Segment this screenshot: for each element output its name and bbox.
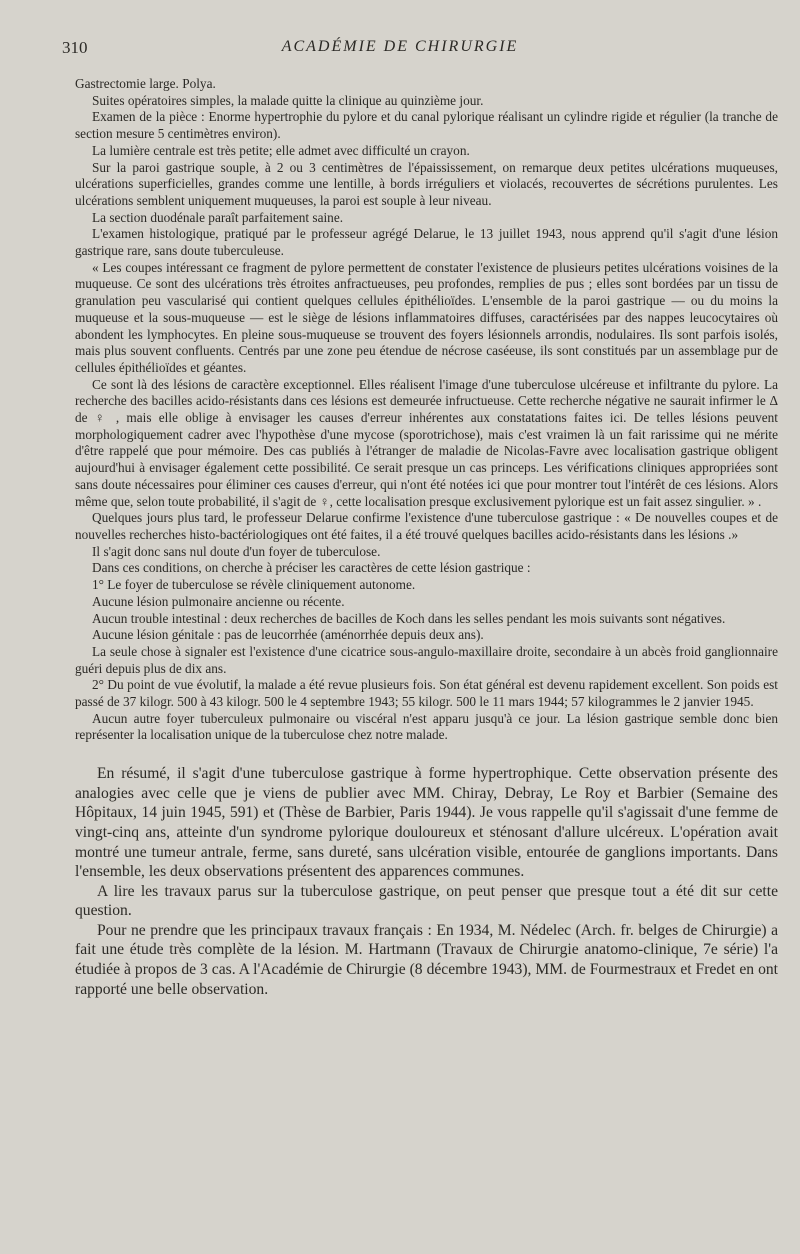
paragraph: 1° Le foyer de tuberculose se révèle cliniquement autonome. <box>92 577 416 593</box>
paragraph: Suites opératoires simples, la malade quitte la clinique au quinzième jour. <box>92 92 484 108</box>
page-header <box>0 38 800 62</box>
running-title: ACADÉMIE DE CHIRURGIE <box>281 38 519 55</box>
paragraph: Aucun trouble intestinal : deux recherches de bacilles de Koch dans les selles pendant les mois suivants sont négatives. <box>92 610 726 626</box>
paragraph: La lumière centrale est très petite; elle admet avec difficulté un crayon. <box>92 142 470 158</box>
paragraph: Quelques jours plus tard, le professeur Delarue confirme l'existence d'une tuberculose gastrique : « De nouvelles coupes et de nouvelles recherches histo-bactériologiques ont été faites, il a été trouvé quelques bacilles acido-résistants dans les lésions .» <box>75 510 778 542</box>
paragraph: La seule chose à signaler est l'existence d'une cicatrice sous-angulo-maxillaire droite, secondaire à un abcès froid ganglionnaire guéri depuis plus de dix ans. <box>75 643 778 676</box>
page-number: 310 <box>62 38 88 57</box>
paragraph: « Les coupes intéressant ce fragment de pylore permettent de constater l'existence de plusieurs petites ulcérations voisines de la muqueuse. Ce sont des ulcérations très étroites anfractueuses, peu profondes, remplies de pus ; elles sont bordées par un tissu de granulation peu vascularisé qui contient quelques cellules épithélioïdes. L'ensemble de la paroi gastrique — ou du moins la muqueuse et la sous-muqueuse — est le siège de lésions inflammatoires diffuses, caractérisées par des nappes leucocytaires où abondent les lymphocytes. En pleine sous-muqueuse se trouvent des foyers lésionnels arrondis, nodulaires. Ils sont parfois isolés, mais plus souvent confluents. Centrés par une zone peu étendue de nécrose caséeuse, ils sont constitués par un assemblage pur de cellules épithélioïdes et géantes. <box>75 259 778 375</box>
observation-text <box>75 76 778 744</box>
paragraph: En résumé, il s'agit d'une tuberculose gastrique à forme hypertrophique. Cette observation présente des analogies avec celle que je viens de publier avec MM. Chiray, Debray, Le Roy et Barbier (Semaine des Hôpitaux, 14 juin 1945, 591) et (Thèse de Barbier, Paris 1944). Je vous rappelle qu'il s'agissait d'une femme de vingt-cinq ans, atteinte d'un syndrome pylorique douloureux et sténosant d'allure ulcéreux. L'opération avait montré une tumeur antrale, ferme, sans dureté, sans ulcération visible, entourée de ganglions importants. Dans l'ensemble, les deux observations présentent des apparences communes. <box>75 765 778 881</box>
paragraph: La section duodénale paraît parfaitement saine. <box>92 209 344 225</box>
paragraph: Ce sont là des lésions de caractère exceptionnel. Elles réalisent l'image d'une tuberculose ulcéreuse et infiltrante du pylore. La recherche des bacilles acido-résistants dans ces lésions est demeurée infructueuse. Cette recherche négative ne saurait infirmer le Δ de ♀ , mais elle oblige à envisager les causes d'erreur inhérentes aux constatations faites ici. De telles lésions peuvent morphologiquement cadrer avec l'hypothèse d'une mycose (sporotrichose), mais c'est vraimen là un fait rarissime qui ne mérite d'être rappelé que pour mémoire. Des cas publiés à l'étranger de maladie de Nicolas-Favre avec localisation gastrique obligent aujourd'hui à envisager également cette possibilité. Ce serait presque un cas princeps. Les vérifications cliniques appropriées sont sans doute nécessaires pour éliminer ces causes d'erreur, qui n'ont été notées ici que pour montrer tout l'intérêt de ces lésions. Alors même que, selon toute probabilité, il s'agit de ♀, cette localisation presque exclusivement pylorique est un fait assez singulier. » . <box>75 376 778 509</box>
paragraph: L'examen histologique, pratiqué par le professeur agrégé Delarue, le 13 juillet 1943, nous apprend qu'il s'agit d'une lésion gastrique rare, sans doute tuberculeuse. <box>75 226 778 259</box>
paragraph: Il s'agit donc sans nul doute d'un foyer de tuberculose. <box>92 543 381 559</box>
paragraph: A lire les travaux parus sur la tuberculose gastrique, on peut penser que presque tout a été dit sur cette question. <box>75 882 778 920</box>
page-body <box>75 76 778 999</box>
paragraph: Dans ces conditions, on cherche à préciser les caractères de cette lésion gastrique : <box>92 560 531 576</box>
paragraph: Pour ne prendre que les principaux travaux français : En 1934, M. Nédelec (Arch. fr. belges de Chirurgie) a fait une étude très complète de la lésion. M. Hartmann (Travaux de Chirurgie anatomo-clinique, 7e série) l'a étudiée à propos de 3 cas. A l'Académie de Chirurgie (8 décembre 1943), MM. de Fourmestraux et Fredet en ont rapporté une belle observation. <box>75 921 778 998</box>
paragraph: Examen de la pièce : Enorme hypertrophie du pylore et du canal pylorique réalisant un cylindre rigide et régulier (la tranche de section mesure 5 centimètres environ). <box>75 109 778 142</box>
paragraph: Aucun autre foyer tuberculeux pulmonaire ou viscéral n'est apparu jusqu'à ce jour. La lésion gastrique semble donc bien représenter la localisation unique de la tuberculose chez notre malade. <box>75 710 778 743</box>
paragraph: Sur la paroi gastrique souple, à 2 ou 3 centimètres de l'épaississement, on remarque deux petites ulcérations muqueuses, ulcérations superficielles, grandes comme une lentille, à bords irréguliers et violacés, recouvertes de sécrétions purulentes. Les ulcérations semblent uniquement muqueuses, la paroi est souple à leur niveau. <box>75 159 778 208</box>
paragraph: Aucune lésion pulmonaire ancienne ou récente. <box>92 593 345 609</box>
discussion-text <box>75 764 778 999</box>
paragraph: Aucune lésion génitale : pas de leucorrhée (aménorrhée depuis deux ans). <box>92 627 484 643</box>
paragraph: Gastrectomie large. Polya. <box>75 76 216 91</box>
paragraph: 2° Du point de vue évolutif, la malade a été revue plusieurs fois. Son état général est devenu rapidement excellent. Son poids est passé de 37 kilogr. 500 à 43 kilogr. 500 le 4 septembre 1943; 55 kilogr. 500 le 11 mars 1944; 57 kilogrammes le 2 janvier 1945. <box>75 677 778 710</box>
